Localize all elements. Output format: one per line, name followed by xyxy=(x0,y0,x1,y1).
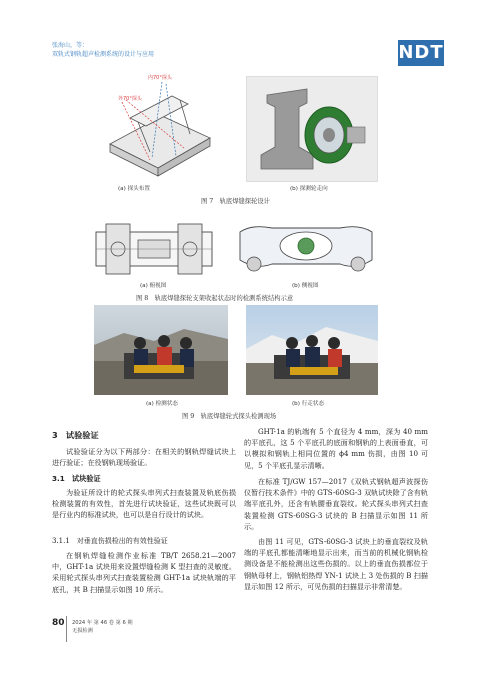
fig8-top-view-drawing xyxy=(92,220,216,278)
footer-divider xyxy=(66,616,67,642)
fig8-side-view-drawing xyxy=(232,220,380,278)
right-column-paragraph-1: GHT-1a 的轨端有 5 个直径为 4 mm，深为 40 mm 的平底孔，这 5 个平底孔的底面和钢轨的上表面垂直，可以模拟和钢轨上相同位置的 ϕ4 mm 伤损，由图 10 可见，5 个平底孔显示清晰。 xyxy=(244,427,428,470)
fig9-label-a: (a) 检测状态 xyxy=(146,401,178,407)
fig9-photo-traveling xyxy=(246,305,378,395)
header-authors: 张海山，等： xyxy=(52,42,89,49)
fig7-wheel-render xyxy=(246,76,378,182)
subsubsection-3-1-1-paragraph: 在钢轨焊缝检测作业标准 TB/T 2658.21—2007 中，GHT-1a 试块用来设置焊缝检测 K 型扫查的灵敏度。采用轮式探头串列式扫查装置检测 GHT-1a 试块轨端的平底孔，其 B 扫描显示如图 10 所示。 xyxy=(52,551,236,594)
fig7-label-a: (a) 探头布置 xyxy=(118,186,150,192)
fig8-caption: 图 8 轨底焊缝探轮支架收起状态时的检测系统结构示意 xyxy=(136,295,294,302)
right-column-paragraph-3: 由图 11 可见，GTS-60SG-3 试块上的垂直裂纹及轨端的平底孔都能清晰地显示出来，而当前的机械化钢轨检测设备是不能检测出这些伤损的。以上的垂直伤损都位于钢轨母材上，钢轨铝热焊 YN-1 试块上 3 处伤损的 B 扫描显示如图 12 所示，可见伤损的扫描显示非常清楚。 xyxy=(244,537,428,591)
fig9-photo-detecting xyxy=(94,305,228,395)
journal-logo: NDT xyxy=(398,40,444,66)
section-3-intro-paragraph: 试验验证分为以下两部分：在相关的钢轨焊缝试块上进行验证；在役钢轨现场验证。 xyxy=(52,447,236,468)
footer-issue: 2024 年 第 46 卷 第 6 期 xyxy=(72,620,133,626)
fig9-caption: 图 9 轨底焊缝轮式探头检测现场 xyxy=(182,413,277,420)
fig7-probe-inner-label: 内70°探头 xyxy=(148,75,172,81)
fig8-label-b: (b) 侧视图 xyxy=(292,283,319,289)
fig7-probe-outer-label: 外70°探头 xyxy=(118,96,142,102)
subsubsection-heading-3-1-1: 3.1.1 对垂直伤损检出的有效性验证 xyxy=(52,537,168,545)
page-number: 80 xyxy=(52,618,65,628)
fig7-caption: 图 7 轨底焊缝探轮设计 xyxy=(201,198,270,205)
fig7-probe-layout-drawing xyxy=(92,72,222,182)
fig7-label-b: (b) 探测轮走向 xyxy=(290,186,328,192)
right-column-paragraph-2: 在标准 TJ/GW 157—2017《双轨式钢轨超声波探伤仪暂行技术条件》中的 GTS-60SG-3 双轨试块除了含有轨端平底孔外，还含有轨腰垂直裂纹。轮式探头串列式扫查装置检测 GTS-60SG-3 试块的 B 扫描显示如图 11 所示。 xyxy=(244,477,428,531)
fig9-label-b: (b) 行走状态 xyxy=(292,401,325,407)
fig8-label-a: (a) 俯视图 xyxy=(140,283,167,289)
footer-journal: 无损检测 xyxy=(72,628,93,634)
subsection-3-1-paragraph: 为验证所设计的轮式探头串列式扫查装置及轨底伤损检测装置的有效性，首先进行试块验证，这些试块既可以是行业内的标准试块，也可以是自行设计的试块。 xyxy=(52,488,236,520)
header-title: 双轨式钢轨超声检测系统的设计与应用 xyxy=(52,51,155,58)
subsection-heading-3-1: 3.1 试块验证 xyxy=(52,474,101,483)
section-heading-3: 3 试验验证 xyxy=(52,430,99,440)
